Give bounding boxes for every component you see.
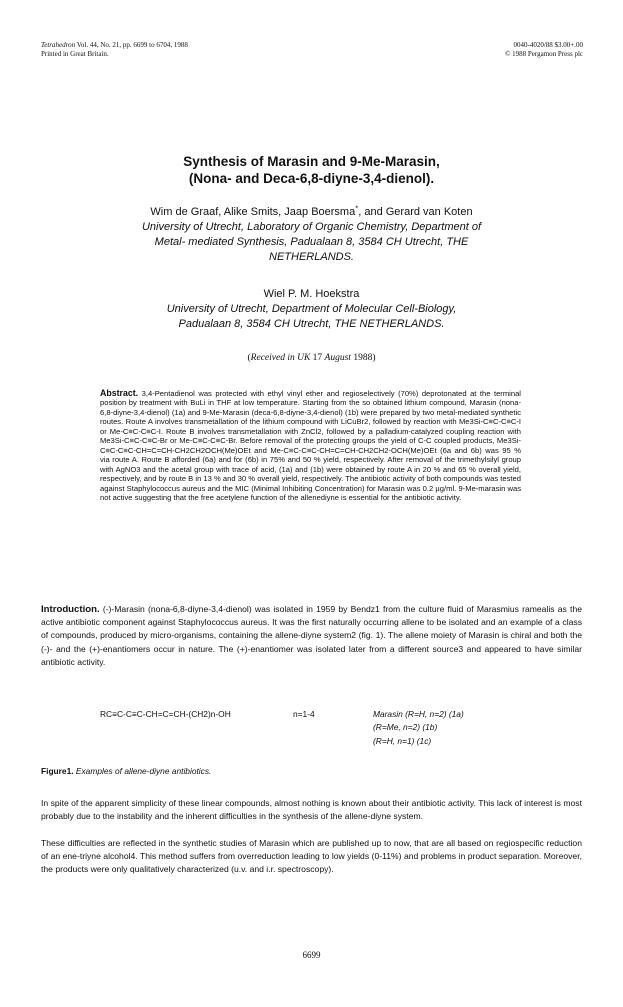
paragraph-3: These difficulties are reflected in the synthetic studies of Marasin which are published up to now, that are all based on regiospecific reduction of an ene-triyne alcohol4. This method suffers from overreduction leading to low yields (0-11%) and problems in product separation. Moreover, the products were only qualitatively characterized (u.v. and i.r. spectroscopy). <box>41 838 582 875</box>
corresponding-mark: * <box>355 203 359 213</box>
authors-group-1 <box>0 205 623 265</box>
price-code: 0040-4020/88 $3.00+.00 <box>513 41 583 49</box>
compound-1b: (R=Me, n=2) (1b) <box>373 722 438 733</box>
authors-group-2 <box>0 287 623 332</box>
affiliation-2-line-1: University of Utrecht, Department of Molecular Cell-Biology, <box>166 303 457 315</box>
author-name-2: Wiel P. M. Hoekstra <box>263 288 360 300</box>
received-date: (Received in UK 17 August 1988) <box>247 353 376 363</box>
received-label: Received in UK <box>250 353 311 363</box>
paragraph-2: In spite of the apparent simplicity of these linear compounds, almost nothing is known about their antibiotic activity. This lack of interest is most probably due to the instability and the inherent difficulties in the synthesis of the allene-diyne system. <box>41 798 582 822</box>
figure-n-range: n=1-4 <box>293 709 315 719</box>
affiliation-line-3: NETHERLANDS. <box>269 251 354 263</box>
author-list-b: , and Gerard van Koten <box>358 206 473 218</box>
author-list-a: Wim de Graaf, Alike Smits, Jaap Boersma <box>150 206 356 218</box>
received-day: 17 <box>312 353 323 363</box>
figure-caption-label: Figure1. <box>41 766 74 776</box>
title-line-1: Synthesis of Marasin and 9-Me-Marasin, <box>183 154 440 169</box>
paper-title <box>0 153 623 187</box>
received-year: 1988 <box>353 353 373 363</box>
figure-compound-list <box>373 708 464 748</box>
journal-name: Tetrahedron <box>41 41 76 49</box>
copyright: © 1988 Pergamon Press plc <box>505 50 583 58</box>
title-line-2: (Nona- and Deca-6,8-diyne-3,4-dienol). <box>188 171 435 186</box>
abstract-label: Abstract. <box>100 388 139 398</box>
introduction-text: (-)-Marasin (nona-6,8-diyne-3,4-dienol) was isolated in 1959 by Bendz1 from the culture fluid of Marasmius ramealis as the active antibiotic component against Staphylococcus aureus. It was the first naturally occurring allene to be isolated and an example of a class of compounds, produced by micro-organisms, containing the allene-diyne system2 (fig. 1). The allene moiety of Marasin is chiral and both the (-)- and the (+)-enantiomers occur in nature. The (+)-enantiomer was isolated later from a different source3 and appeared to have similar antibiotic activity. <box>41 604 582 667</box>
structural-formula: RC≡C-C≡C-CH=C=CH-(CH2)n-OH <box>100 709 231 719</box>
author-names <box>0 205 623 220</box>
printed-in: Printed in Great Britain. <box>41 50 109 58</box>
figure-formula <box>100 708 231 721</box>
citation-details: Vol. 44, No. 21, pp. 6699 to 6704, 1988 <box>76 41 188 49</box>
affiliation-line-1: University of Utrecht, Laboratory of Organic Chemistry, Department of <box>141 221 482 233</box>
abstract-text: 3,4-Pentadienol was protected with ethyl vinyl ether and regioselectively (70%) deprotonated at the terminal position by treatment with BuLi in THF at low temperature. Starting from the so obtained lithium compound, Marasin (nona-6,8-diyne-3,4-dienol) (1a) and 9-Me-Marasin (deca-6,8-diyne-3,4-dienol) (1b) were prepared by two metal-mediated synthetic routes. Route A involves transmetallation of the lithium compound with LiCuBr2, followed by reaction with Me3Si-C≡C-C≡C-I or Me-C≡C-C≡C-I. Route B involves transmetallation with ZnCl2, followed by a palladium-catalyzed coupling reaction with Me3Si-C≡C-C≡C-Br or Me-C≡C-C≡C-Br. Before removal of the protecting groups the yield of C-C coupled products, Me3Si-C≡C-C≡C-CH=C=CH-CH2CH2OCH(Me)OEt and Me-C≡C-C≡C-CH=C=CH-CH2CH2-OCH(Me)OEt (6a and 6b) was 95 % via route A. Route B afforded (6a) and for (6b) in 75% and 50 % yield, respectively. After removal of the trimethylsilyl group with AgNO3 and the acetal group with trace of acid, (1a) and (1b) were obtained by route A in 20 % and 65 % overall yield, respectively, and by route B in 13 % and 30 % overall yield, respectively. The antibiotic activity of both compounds was tested against Staphylococcus aureus and the MIC (Minimal Inhibiting Concentration) for Marasin was 0.2 µg/ml. 9-Me-marasin was not active suggesting that the free acetylene function of the allenediyne is essential for the antibiotic activity. <box>100 389 521 502</box>
received-month: August <box>324 353 351 363</box>
publisher-info <box>505 41 583 59</box>
figure-caption-text: Examples of allene-diyne antibiotics. <box>75 766 212 776</box>
introduction-label: Introduction. <box>41 604 100 615</box>
compound-1c: (R=H, n=1) (1c) <box>373 735 432 746</box>
figure-caption <box>41 765 211 778</box>
introduction <box>41 603 582 669</box>
journal-citation <box>41 41 188 59</box>
affiliation-2-line-2: Padualaan 8, 3584 CH Utrecht, THE NETHERLANDS. <box>178 318 445 330</box>
page-number: 6699 <box>302 950 321 960</box>
compound-1a: Marasin (R=H, n=2) (1a) <box>373 709 464 719</box>
affiliation-line-2: Metal- mediated Synthesis, Padualaan 8, 3584 CH Utrecht, THE <box>154 236 469 248</box>
abstract <box>100 389 521 502</box>
